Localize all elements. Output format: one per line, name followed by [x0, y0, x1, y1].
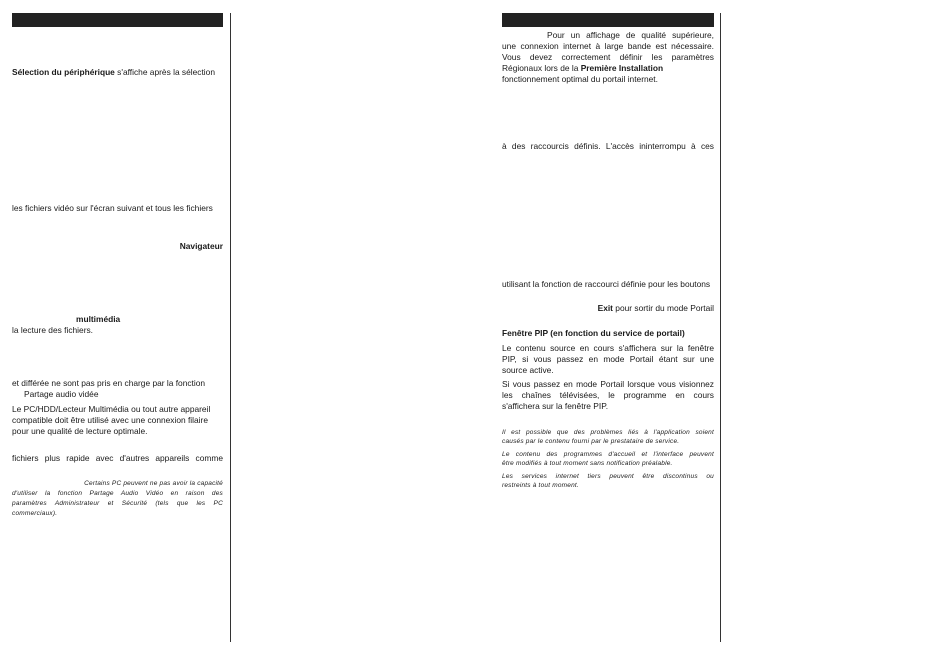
- portal-note-2-line-1: Le contenu des programmes d'accueil et l'interface peuvent: [502, 451, 714, 458]
- shortcuts-text: à des raccourcis définis. L'accès ininterrompu à ces: [502, 141, 714, 151]
- portal-note-1-line-2: causés par le contenu fourni par le prestataire de service.: [502, 438, 680, 445]
- navigator-label: Navigateur: [179, 241, 223, 251]
- pc-device-line-1: Le PC/HDD/Lecteur Multimédia ou tout autre appareil: [12, 404, 211, 414]
- faster-files-text: fichiers plus rapide avec d'autres appareils comme: [12, 453, 223, 463]
- pip-text-2-line-1: Si vous passez en mode Portail lorsque vous visionnez: [502, 379, 714, 389]
- portal-intro-line-3: Vous devez correctement définir les paramètres: [502, 52, 714, 62]
- pip-heading: Fenêtre PIP (en fonction du service de portail): [502, 328, 685, 338]
- portal-intro-line-1: Pour un affichage de qualité supérieure,: [547, 30, 714, 40]
- file-playback-text: la lecture des fichiers.: [12, 325, 93, 335]
- pip-text-2-line-2: les chaînes télévisées, le programme en cours: [502, 390, 714, 400]
- pip-text-2-line-3: s'affichera sur la fenêtre PIP.: [502, 401, 609, 411]
- shortcut-buttons-text: utilisant la fonction de raccourci définie pour les boutons: [502, 279, 711, 289]
- right-header-bar: [502, 13, 714, 27]
- pc-note-line-4: commerciaux).: [12, 510, 58, 517]
- portal-intro-line-2: une connexion internet à large bande est nécessaire.: [502, 41, 714, 51]
- pip-text-1-line-3: source active.: [502, 365, 554, 375]
- portal-note-3-line-1: Les services internet tiers peuvent être discontinus ou: [502, 473, 714, 480]
- right-column-rule: [720, 13, 721, 642]
- multimedia-label: multimédia: [76, 314, 121, 324]
- portal-intro-line-5: fonctionnement optimal du portail internet.: [502, 74, 658, 84]
- portal-note-1-line-1: Il est possible que des problèmes liés à l'application soient: [502, 429, 714, 436]
- deferred-text: et différée ne sont pas pris en charge par la fonction: [12, 378, 206, 388]
- video-files-text: les fichiers vidéo sur l'écran suivant et tous les fichiers: [12, 203, 213, 213]
- pc-note-line-2: d'utiliser la fonction Partage Audio Vidéo en raison des: [12, 490, 223, 497]
- portal-note-2-line-2: être modifiés à tout moment sans notification préalable.: [502, 460, 673, 467]
- pc-device-line-2: compatible doit être utilisé avec une connexion filaire: [12, 415, 208, 425]
- pc-note-line-3: paramètres Administrateur et Sécurité (tels que les PC: [12, 500, 223, 507]
- device-selection-text: Sélection du périphérique s'affiche après la sélection: [12, 67, 215, 77]
- exit-portal-text: Exit pour sortir du mode Portail: [597, 303, 714, 313]
- left-column-rule: [230, 13, 231, 642]
- portal-note-3-line-2: restreints à tout moment.: [502, 482, 579, 489]
- portal-intro-line-4: Régionaux lors de la Première Installation: [502, 63, 664, 73]
- pip-text-1-line-1: Le contenu source en cours s'affichera sur la fenêtre: [502, 343, 714, 353]
- pc-device-line-3: pour une qualité de lecture optimale.: [12, 426, 148, 436]
- pip-text-1-line-2: PIP, si vous passez en mode Portail étant sur une: [502, 354, 714, 364]
- left-header-bar: [12, 13, 223, 27]
- pc-note-line-1: Certains PC peuvent ne pas avoir la capacité: [84, 480, 223, 487]
- av-sharing-text: Partage audio vidée: [24, 389, 99, 399]
